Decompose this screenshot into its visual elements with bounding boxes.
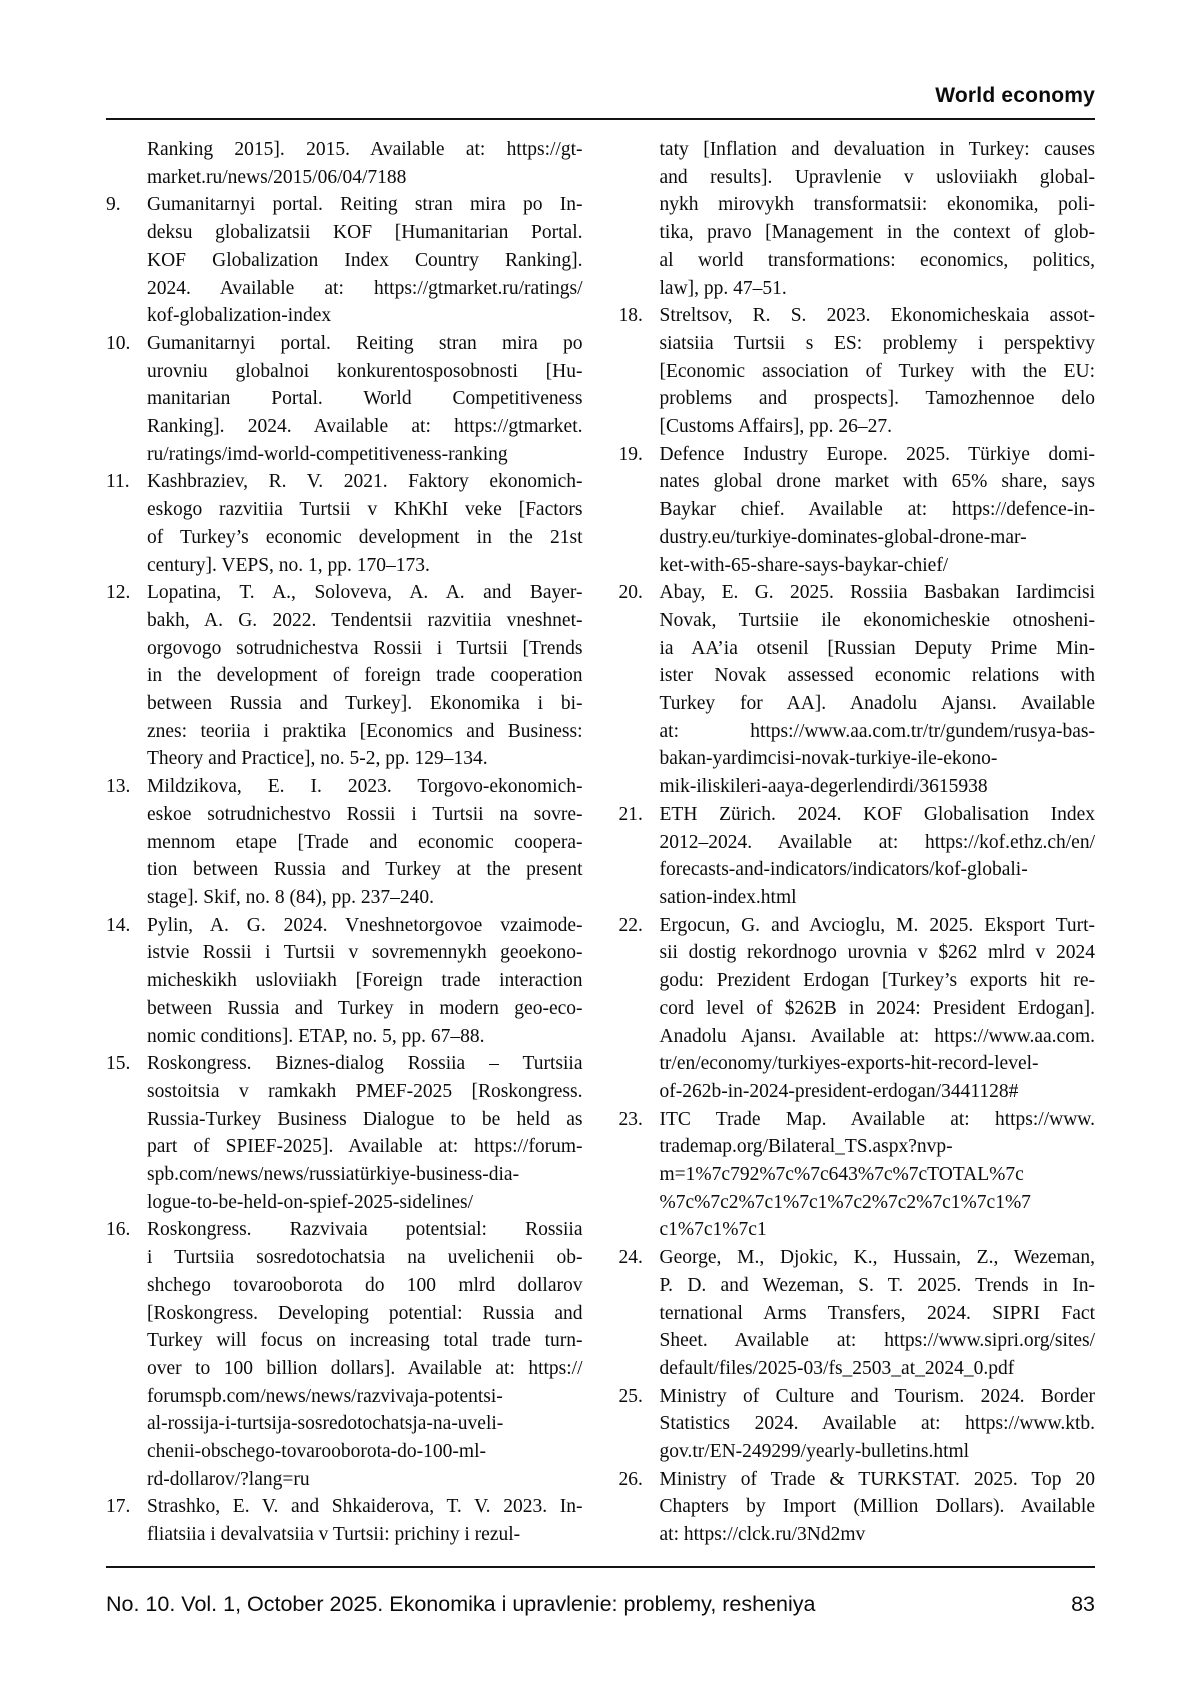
reference-line: micheskikh usloviiakh [Foreign trade interaction <box>147 970 583 992</box>
reference-entry <box>619 1466 1096 1549</box>
reference-entry <box>106 579 583 773</box>
reference-entry <box>106 136 583 191</box>
reference-line: dustry.eu/turkiye-dominates-global-drone-mar- <box>659 526 1027 548</box>
reference-column-left <box>106 136 583 1549</box>
reference-line: Ergocun, G. and Avcioglu, M. 2025. Eksport Turt- <box>659 914 1095 936</box>
reference-line: ITC Trade Map. Available at: https://www. <box>659 1108 1095 1130</box>
reference-text <box>660 801 1096 912</box>
reference-line: over to 100 billion dollars]. Available at: https:// <box>147 1357 583 1379</box>
reference-line: stage]. Skif, no. 8 (84), pp. 237–240. <box>147 886 435 908</box>
reference-line: between Russia and Turkey in modern geo-eco- <box>147 997 583 1019</box>
reference-line: ru/ratings/imd-world-competitiveness-ranking <box>147 443 508 465</box>
reference-line: eskoe sotrudnichestvo Rossii i Turtsii na sovre- <box>147 803 583 825</box>
reference-line: of-262b-in-2024-president-erdogan/3441128# <box>659 1080 1019 1102</box>
reference-entry <box>619 441 1096 580</box>
reference-text <box>147 1216 583 1493</box>
reference-number <box>619 136 660 302</box>
reference-line: Mildzikova, E. I. 2023. Torgovo-ekonomich- <box>147 776 583 798</box>
reference-line: [Customs Affairs], pp. 26–27. <box>659 416 893 438</box>
reference-line: century]. VEPS, no. 1, pp. 170–173. <box>147 554 430 576</box>
reference-entry <box>106 773 583 912</box>
reference-line: Kashbraziev, R. V. 2021. Faktory ekonomich- <box>147 471 583 493</box>
reference-text <box>660 579 1096 801</box>
reference-line: taty [Inflation and devaluation in Turkey: causes <box>659 139 1095 160</box>
reference-number: 22. <box>618 914 643 936</box>
reference-entry <box>619 1383 1096 1466</box>
reference-number: 26. <box>618 1468 643 1490</box>
reference-text <box>660 1466 1096 1549</box>
reference-line: Gumanitarnyi portal. Reiting stran mira po <box>147 332 583 354</box>
page-footer <box>106 1566 1095 1617</box>
reference-text <box>660 1106 1096 1245</box>
reference-list <box>106 136 1095 1549</box>
reference-line: al-rossija-i-turtsija-sosredotochatsja-na-uveli- <box>147 1413 504 1435</box>
reference-line: spb.com/news/news/russiatürkiye-business-dia- <box>147 1164 520 1186</box>
reference-line: c1%7c1%7c1 <box>659 1219 767 1241</box>
reference-line: problems and prospects]. Tamozhennoe delo <box>659 388 1095 410</box>
reference-line: Ranking 2015]. 2015. Available at: https://gt- <box>147 139 583 160</box>
reference-line: ister Novak assessed economic relations with <box>659 665 1095 687</box>
reference-line: znes: teoriia i praktika [Economics and Business: <box>147 720 583 742</box>
reference-text <box>147 773 583 912</box>
reference-line: orgovogo sotrudnichestva Rossii i Turtsii [Trends <box>147 637 583 659</box>
reference-number: 18. <box>618 305 643 327</box>
reference-text <box>147 330 583 469</box>
reference-line: Anadolu Ajansı. Available at: https://www.aa.com. <box>659 1025 1095 1047</box>
reference-line: rd-dollarov/?lang=ru <box>147 1468 310 1490</box>
reference-number: 9. <box>106 194 121 216</box>
reference-line: default/files/2025-03/fs_2503_at_2024_0.pdf <box>659 1357 1015 1379</box>
reference-line: sostoitsia v ramkakh PMEF-2025 [Roskongress. <box>147 1080 583 1102</box>
reference-line: bakan-yardimcisi-novak-turkiye-ile-ekono- <box>659 748 998 770</box>
reference-line: siatsiia Turtsii s ES: problemy i perspektivy <box>659 332 1095 354</box>
reference-line: al world transformations: economics, politics, <box>659 249 1095 271</box>
reference-line: mik-iliskileri-aaya-degerlendirdi/3615938 <box>659 776 988 798</box>
reference-text <box>147 136 583 191</box>
reference-line: bakh, A. G. 2022. Tendentsii razvitiia vneshnet- <box>147 609 583 631</box>
reference-line: ket-with-65-share-says-baykar-chief/ <box>659 554 949 576</box>
reference-line: Defence Industry Europe. 2025. Türkiye domi- <box>659 443 1095 465</box>
reference-line: Ministry of Trade & TURKSTAT. 2025. Top 20 <box>659 1468 1095 1490</box>
reference-number: 19. <box>618 443 643 465</box>
reference-line: Theory and Practice], no. 5-2, pp. 129–134. <box>147 748 488 770</box>
reference-entry <box>106 1493 583 1548</box>
reference-line: kof-globalization-index <box>147 305 332 327</box>
reference-line: in the development of foreign trade cooperation <box>147 665 583 687</box>
reference-line: forecasts-and-indicators/indicators/kof-globali- <box>659 859 1028 881</box>
reference-line: tr/en/economy/turkiyes-exports-hit-record-level- <box>659 1053 1039 1075</box>
reference-line: urovniu globalnoi konkurentosposobnosti [Hu- <box>147 360 583 382</box>
reference-line: fliatsiia i devalvatsiia v Turtsii: prichiny i rezul- <box>147 1524 521 1546</box>
reference-number: 15. <box>106 1053 131 1075</box>
reference-text <box>660 1244 1096 1383</box>
reference-entry <box>106 468 583 579</box>
reference-line: ternational Arms Transfers, 2024. SIPRI Fact <box>659 1302 1095 1324</box>
reference-entry <box>619 302 1096 441</box>
reference-number: 11. <box>106 471 130 493</box>
reference-line: eskogo razvitiia Turtsii v KhKhI veke [Factors <box>147 499 583 521</box>
reference-line: Pylin, A. G. 2024. Vneshnetorgovoe vzaimode- <box>147 914 583 936</box>
reference-entry <box>106 1050 583 1216</box>
reference-text <box>147 912 583 1051</box>
reference-line: Roskongress. Razvivaia potentsial: Rossiia <box>147 1219 583 1241</box>
reference-line: Gumanitarnyi portal. Reiting stran mira po In- <box>147 194 583 216</box>
reference-line: KOF Globalization Index Country Ranking]. <box>147 249 583 271</box>
reference-line: [Roskongress. Developing potential: Russia and <box>147 1302 583 1324</box>
section-title: World economy <box>935 84 1095 107</box>
reference-line: Turkey will focus on increasing total trade turn- <box>147 1330 583 1352</box>
reference-line: Lopatina, T. A., Soloveva, A. A. and Bayer- <box>147 582 583 604</box>
reference-line: Strashko, E. V. and Shkaiderova, T. V. 2023. In- <box>147 1496 583 1518</box>
reference-line: Ministry of Culture and Tourism. 2024. Border <box>659 1385 1095 1407</box>
reference-line: tion between Russia and Turkey at the present <box>147 859 583 881</box>
reference-entry <box>106 912 583 1051</box>
reference-line: logue-to-be-held-on-spief-2025-sidelines/ <box>147 1191 473 1213</box>
page-header <box>106 70 1095 120</box>
reference-line: P. D. and Wezeman, S. T. 2025. Trends in In- <box>659 1274 1095 1296</box>
reference-line: [Economic association of Turkey with the EU: <box>659 360 1095 382</box>
reference-line: chenii-obschego-tovarooborota-do-100-ml- <box>147 1441 486 1463</box>
reference-line: Sheet. Available at: https://www.sipri.org/sites/ <box>659 1330 1095 1352</box>
reference-text <box>147 468 583 579</box>
reference-line: ETH Zürich. 2024. KOF Globalisation Index <box>659 803 1095 825</box>
reference-text <box>660 441 1096 580</box>
reference-number: 16. <box>106 1219 131 1241</box>
reference-column-right <box>619 136 1096 1549</box>
reference-line: sii dostig rekordnogo urovnia v $262 mlrd v 2024 <box>659 942 1095 964</box>
reference-line: of Turkey’s economic development in the 21st <box>147 526 583 548</box>
reference-line: between Russia and Turkey]. Ekonomika i bi- <box>147 693 583 715</box>
reference-text <box>660 912 1096 1106</box>
reference-number: 24. <box>618 1247 643 1269</box>
reference-entry <box>619 912 1096 1106</box>
reference-line: shchego tovarooborota do 100 mlrd dollarov <box>147 1274 583 1296</box>
reference-line: m=1%7c792%7c%7c643%7c%7cTOTAL%7c <box>659 1164 1024 1186</box>
reference-text <box>660 302 1096 441</box>
reference-line: istvie Rossii i Turtsii v sovremennykh geoekono- <box>147 942 583 964</box>
reference-line: at: https://www.aa.com.tr/tr/gundem/rusya-bas- <box>659 720 1095 742</box>
reference-number: 20. <box>618 582 643 604</box>
reference-line: Novak, Turtsiie ile ekonomicheskie otnosheni- <box>659 609 1095 631</box>
reference-line: %7c%7c2%7c1%7c1%7c2%7c2%7c1%7c1%7 <box>659 1191 1031 1213</box>
reference-line: i Turtsiia sosredotochatsia na uvelichenii ob- <box>147 1247 583 1269</box>
reference-line: tika, pravo [Management in the context of glob- <box>659 222 1095 244</box>
reference-line: market.ru/news/2015/06/04/7188 <box>147 166 407 188</box>
reference-line: cord level of $262B in 2024: President Erdogan]. <box>659 997 1095 1019</box>
reference-line: 2012–2024. Available at: https://kof.ethz.ch/en/ <box>659 831 1095 853</box>
reference-entry <box>106 191 583 330</box>
reference-number: 13. <box>106 776 131 798</box>
reference-line: godu: Prezident Erdogan [Turkey’s exports hit re- <box>659 970 1095 992</box>
reference-line: George, M., Djokic, K., Hussain, Z., Wezeman, <box>659 1247 1095 1269</box>
reference-entry <box>106 1216 583 1493</box>
reference-entry <box>106 330 583 469</box>
reference-text <box>147 191 583 330</box>
footer-page-number: 83 <box>1071 1592 1095 1616</box>
reference-entry <box>619 136 1096 302</box>
reference-line: nomic conditions]. ETAP, no. 5, pp. 67–88. <box>147 1025 485 1047</box>
reference-line: mennom etape [Trade and economic coopera- <box>147 831 583 853</box>
reference-entry <box>619 1106 1096 1245</box>
reference-text <box>147 1050 583 1216</box>
reference-line: law], pp. 47–51. <box>659 277 787 299</box>
reference-line: trademap.org/Bilateral_TS.aspx?nvp- <box>659 1136 953 1158</box>
reference-line: at: https://clck.ru/3Nd2mv <box>659 1524 866 1546</box>
reference-number: 21. <box>618 803 643 825</box>
reference-line: 2024. Available at: https://gtmarket.ru/ratings/ <box>147 277 583 299</box>
reference-line: part of SPIEF-2025]. Available at: https://forum- <box>147 1136 583 1158</box>
reference-line: and results]. Upravlenie v usloviiakh global- <box>659 166 1095 188</box>
reference-line: gov.tr/EN-249299/yearly-bulletins.html <box>659 1441 970 1463</box>
reference-line: Russia-Turkey Business Dialogue to be held as <box>147 1108 583 1130</box>
reference-line: Turkey for AA]. Anadolu Ajansı. Available <box>659 693 1095 715</box>
reference-line: Chapters by Import (Million Dollars). Available <box>659 1496 1095 1518</box>
reference-number: 25. <box>618 1385 643 1407</box>
reference-number: 23. <box>618 1108 643 1130</box>
reference-line: nates global drone market with 65% share, says <box>659 471 1095 493</box>
reference-text <box>147 579 583 773</box>
reference-text <box>660 1383 1096 1466</box>
reference-text <box>147 1493 583 1548</box>
reference-line: Baykar chief. Available at: https://defence-in- <box>659 499 1095 521</box>
reference-number: 12. <box>106 582 131 604</box>
reference-line: manitarian Portal. World Competitiveness <box>147 388 583 410</box>
reference-entry <box>619 1244 1096 1383</box>
reference-line: ia AA’ia otsenil [Russian Deputy Prime Min- <box>659 637 1095 659</box>
reference-number: 17. <box>106 1496 131 1518</box>
reference-text <box>660 136 1096 302</box>
reference-line: Statistics 2024. Available at: https://www.ktb. <box>659 1413 1095 1435</box>
reference-line: Ranking]. 2024. Available at: https://gtmarket. <box>147 416 583 438</box>
footer-issue-line: No. 10. Vol. 1, October 2025. Ekonomika i upravlenie: problemy, resheniya <box>106 1592 816 1616</box>
reference-entry <box>619 801 1096 912</box>
reference-line: nykh mirovykh transformatsii: ekonomika, poli- <box>659 194 1095 216</box>
reference-number: 10. <box>106 332 131 354</box>
reference-line: sation-index.html <box>659 886 797 908</box>
reference-line: deksu globalizatsii KOF [Humanitarian Portal. <box>147 222 583 244</box>
reference-number <box>106 136 147 191</box>
reference-line: Abay, E. G. 2025. Rossiia Basbakan Iardimcisi <box>659 582 1095 604</box>
reference-entry <box>619 579 1096 801</box>
reference-line: forumspb.com/news/news/razvivaja-potentsi- <box>147 1385 503 1407</box>
reference-line: Roskongress. Biznes-dialog Rossiia – Turtsiia <box>147 1053 583 1075</box>
reference-number: 14. <box>106 914 131 936</box>
reference-line: Streltsov, R. S. 2023. Ekonomicheskaia assot- <box>659 305 1095 327</box>
